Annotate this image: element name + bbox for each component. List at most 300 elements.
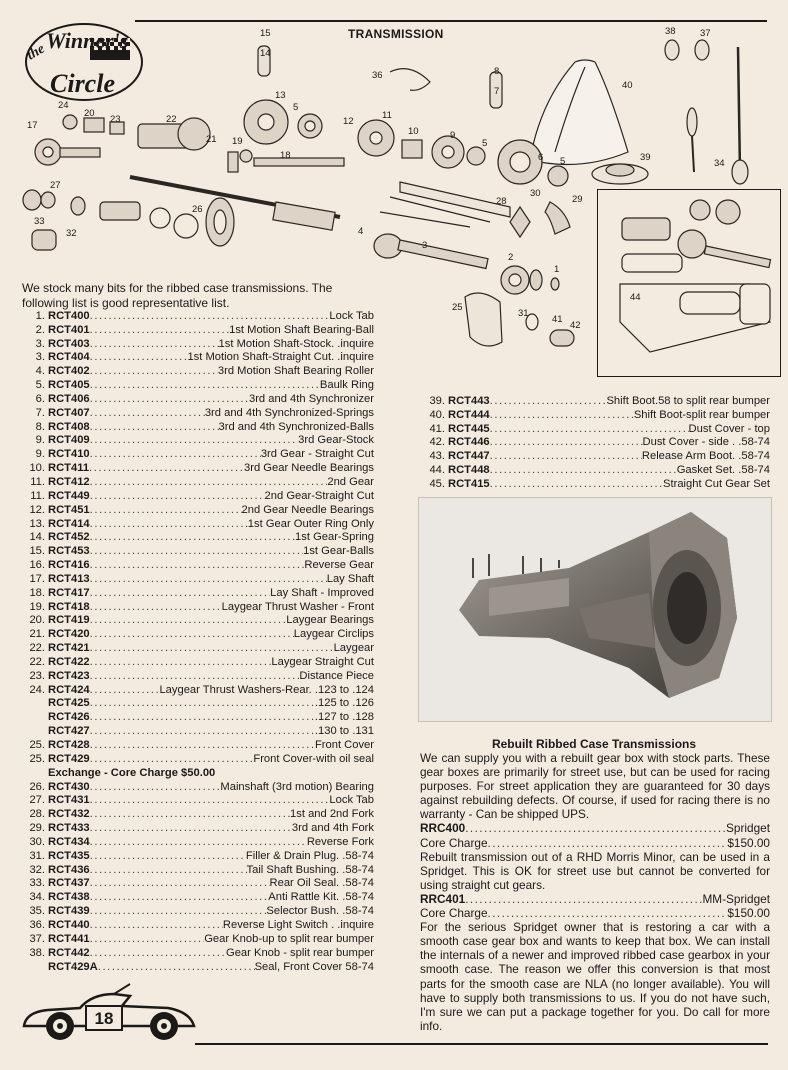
- part-row: [418, 394, 770, 408]
- part-number: 2.: [35, 323, 45, 336]
- svg-text:9: 9: [450, 130, 456, 141]
- dot-leader: [89, 462, 244, 475]
- part-code: RCT432: [48, 808, 90, 821]
- part-code: RCT407: [48, 406, 90, 419]
- part-row: [18, 517, 374, 531]
- svg-text:5: 5: [482, 138, 488, 149]
- part-row: [18, 475, 374, 489]
- part-description: 1st Motion Shaft Bearing-Ball: [229, 323, 374, 336]
- dot-leader: [488, 906, 728, 920]
- part-number: 4.: [35, 365, 45, 378]
- part-row: [18, 932, 374, 946]
- part-number: 37.: [29, 932, 45, 945]
- part-row: [18, 863, 374, 877]
- part-description: Gear Knob - split rear bumper: [226, 946, 374, 959]
- part-code: RCT448: [448, 464, 490, 477]
- part-description: Selector Bush. .58-74: [266, 905, 374, 918]
- gear-lever-drawing: [738, 47, 740, 172]
- dot-leader: [90, 601, 222, 614]
- svg-text:22: 22: [166, 114, 177, 125]
- part-number: 26.: [29, 780, 45, 793]
- rebuilt-paragraph-3: For the serious Spridget owner that is restoring a car with a smooth case gear box and wants to keep that box. We can install the internals of a newer and improved ribbed case gearbox in your smooth case. The reason we offer this conversion is that most parts for the smooth case are NLA (no longer available). You will have to supply both transmissions to us. If you do not have such, I'm sure we can put a package together for you. Do call for more info.: [420, 920, 770, 1033]
- part-code: RCT429: [48, 752, 90, 765]
- svg-text:8: 8: [494, 66, 500, 77]
- part-row: [418, 477, 770, 491]
- part-description: Laygear Straight Cut: [271, 655, 374, 668]
- first-motion-shaft-drawing: [374, 234, 559, 294]
- part-description: Mainshaft (3rd motion) Bearing: [220, 780, 374, 793]
- part-number: 38.: [29, 946, 45, 959]
- dot-leader: [90, 877, 270, 890]
- part-description: Laygear Circlips: [293, 628, 374, 641]
- svg-text:33: 33: [34, 216, 45, 227]
- part-row: [18, 794, 374, 808]
- parts-list-right: [418, 394, 770, 491]
- rebuilt-core-charge-2: [420, 906, 770, 920]
- part-code: RCT444: [448, 408, 490, 421]
- part-description: Front Cover-with oil seal: [253, 752, 374, 765]
- part-description: Reverse Gear: [304, 559, 374, 572]
- part-number: 1.: [35, 309, 45, 322]
- part-number: 29.: [29, 822, 45, 835]
- part-code: RCT408: [48, 420, 90, 433]
- part-description: 3rd Gear - Straight Cut: [260, 448, 374, 461]
- part-row: [18, 572, 374, 586]
- dot-leader: [90, 351, 188, 364]
- part-row: [18, 489, 374, 503]
- part-row: [18, 378, 374, 392]
- part-number: 19.: [29, 600, 45, 613]
- svg-text:24: 24: [58, 100, 69, 111]
- svg-text:7: 7: [494, 86, 500, 97]
- svg-text:40: 40: [622, 80, 633, 91]
- svg-text:37: 37: [700, 28, 711, 39]
- dot-leader: [90, 850, 246, 863]
- part-number: 11.: [30, 489, 45, 502]
- svg-text:11: 11: [382, 110, 392, 121]
- part-code: RCT418: [48, 600, 90, 613]
- part-description: Laygear: [333, 642, 374, 655]
- svg-text:41: 41: [552, 314, 563, 325]
- part-code: RCT452: [48, 531, 90, 544]
- part-number: 44.: [429, 464, 445, 477]
- dot-leader: [90, 559, 305, 572]
- part-description: 3rd and 4th Synchronized-Balls: [218, 420, 374, 433]
- part-row: [418, 449, 770, 463]
- svg-text:21: 21: [206, 134, 217, 145]
- dot-leader: [90, 891, 269, 904]
- part-description: Shift Boot-split rear bumper: [633, 408, 770, 421]
- core-charge-price: $150.00: [727, 835, 770, 850]
- part-code: RCT435: [48, 849, 90, 862]
- part-description: Dust Cover - side . .58-74: [642, 436, 770, 449]
- part-row: [18, 392, 374, 406]
- part-code: RCT404: [48, 351, 90, 364]
- svg-text:42: 42: [570, 320, 581, 331]
- dot-leader: [90, 393, 249, 406]
- part-code: RCT420: [48, 628, 90, 641]
- part-number: 30.: [29, 835, 45, 848]
- part-code: RCT426: [48, 711, 90, 724]
- sprite-car-icon: [18, 982, 198, 1044]
- dot-leader: [90, 670, 300, 683]
- dot-leader: [90, 587, 270, 600]
- part-description: Tail Shaft Bushing. .58-74: [246, 863, 374, 876]
- part-description: Front Cover: [314, 739, 374, 751]
- svg-text:17: 17: [27, 120, 38, 131]
- svg-text:23: 23: [110, 114, 121, 125]
- dot-leader: [90, 490, 265, 503]
- part-description: Anti Rattle Kit. .58-74: [268, 891, 374, 904]
- part-row: [18, 558, 374, 572]
- svg-text:5: 5: [560, 156, 566, 167]
- dot-leader: [90, 628, 294, 641]
- part-description: Gasket Set. .58-74: [676, 464, 770, 477]
- part-code: RCT424: [48, 683, 90, 696]
- part-description: 3rd and 4th Synchronizer: [248, 392, 374, 405]
- svg-text:34: 34: [714, 158, 725, 169]
- bottom-rule: [195, 1043, 768, 1045]
- part-code: RCT406: [48, 392, 90, 405]
- part-row: [18, 406, 374, 420]
- part-number: 32.: [29, 863, 45, 876]
- rebuilt-paragraph-2: Rebuilt transmission out of a RHD Morris Minor, can be used in a Spridget. This is OK for street use but cannot be converted for using straight cut gears.: [420, 849, 770, 892]
- part-number: 22.: [29, 642, 45, 655]
- section-title: TRANSMISSION: [348, 27, 444, 41]
- part-row: [418, 408, 770, 422]
- dot-leader: [90, 947, 226, 960]
- dot-leader: [90, 448, 261, 461]
- part-number: 45.: [429, 477, 445, 490]
- part-number: 16.: [29, 559, 45, 572]
- dot-leader: [90, 933, 205, 946]
- part-description: Laygear Bearings: [286, 614, 374, 627]
- part-code: RCT410: [48, 448, 90, 461]
- svg-text:5: 5: [293, 102, 299, 113]
- svg-text:15: 15: [260, 28, 271, 39]
- part-row: [18, 655, 374, 669]
- dot-leader: [90, 531, 295, 544]
- part-row: [18, 807, 374, 821]
- part-code: RCT419: [48, 614, 90, 627]
- svg-text:12: 12: [343, 116, 354, 127]
- part-number: 9.: [35, 448, 45, 461]
- svg-text:26: 26: [192, 204, 203, 215]
- part-row: [18, 946, 374, 960]
- part-number: 3.: [35, 351, 45, 364]
- part-description: .127 to .128: [314, 711, 374, 724]
- part-code: RCT443: [448, 394, 490, 407]
- svg-text:Winner's: Winner's: [46, 28, 129, 53]
- part-description: Straight Cut Gear Set: [663, 477, 770, 490]
- svg-text:3: 3: [422, 240, 428, 251]
- svg-text:6: 6: [538, 152, 544, 163]
- part-description: Distance Piece: [299, 669, 374, 682]
- dot-leader: [90, 753, 254, 766]
- dot-leader: [90, 684, 160, 697]
- dot-leader: [465, 892, 702, 906]
- part-code: RCT429A: [48, 960, 98, 973]
- dot-leader: [90, 365, 218, 378]
- part-description: 2nd Gear-Straight Cut: [264, 489, 374, 502]
- svg-text:31: 31: [518, 308, 529, 319]
- part-row: [18, 364, 374, 378]
- item-desc: MM-Spridget: [702, 891, 770, 906]
- part-row: [18, 890, 374, 904]
- part-code: RCT433: [48, 822, 90, 835]
- part-code: RCT414: [48, 517, 90, 530]
- part-number: 43.: [429, 450, 445, 463]
- part-description: Reverse Light Switch . .inquire: [222, 918, 374, 931]
- svg-text:36: 36: [372, 70, 383, 81]
- part-description: .130 to .131: [314, 725, 374, 738]
- part-row: [18, 960, 374, 974]
- part-description: Shift Boot.58 to split rear bumper: [606, 394, 770, 407]
- part-row: [18, 918, 374, 932]
- svg-text:32: 32: [66, 228, 77, 239]
- gearbox-photo: [418, 497, 772, 722]
- dot-leader: [90, 725, 315, 738]
- part-number: 34.: [29, 891, 45, 904]
- svg-text:13: 13: [275, 90, 286, 101]
- part-code: RCT445: [448, 422, 490, 435]
- dot-leader: [90, 711, 315, 724]
- part-number: 42.: [429, 436, 445, 449]
- part-code: RCT434: [48, 835, 90, 848]
- svg-text:25: 25: [452, 302, 463, 313]
- dot-leader: [490, 464, 677, 477]
- part-description: 1st Gear-Spring: [295, 531, 374, 544]
- dot-leader: [90, 794, 330, 807]
- svg-text:14: 14: [260, 48, 271, 59]
- part-code: RCT442: [48, 946, 90, 959]
- part-description: 2nd Gear Needle Bearings: [241, 503, 374, 516]
- dot-leader: [90, 504, 242, 517]
- rebuilt-item-rrc401: [420, 892, 770, 906]
- part-number: 33.: [29, 877, 45, 890]
- dot-leader: [90, 864, 247, 877]
- part-description: 1st Gear Outer Ring Only: [247, 517, 374, 530]
- part-code: RCT437: [48, 877, 90, 890]
- part-number: 12.: [29, 503, 45, 516]
- part-code: RCT403: [48, 337, 90, 350]
- dot-leader: [90, 518, 248, 531]
- part-number: 8.: [35, 420, 45, 433]
- part-number: 3.: [35, 337, 45, 350]
- svg-text:30: 30: [530, 188, 541, 199]
- part-number: 10.: [29, 462, 45, 475]
- svg-text:39: 39: [640, 152, 651, 163]
- svg-text:18: 18: [280, 150, 291, 161]
- rebuilt-item-rrc400: [420, 821, 770, 835]
- svg-text:20: 20: [84, 108, 95, 119]
- part-description: 3rd Motion Shaft Bearing Roller: [217, 365, 374, 378]
- part-description: 3rd Gear-Stock: [298, 434, 374, 447]
- part-row: [418, 422, 770, 436]
- part-code: RCT451: [48, 503, 90, 516]
- part-code: RCT438: [48, 891, 90, 904]
- part-description: 1st and 2nd Fork: [290, 808, 374, 821]
- part-row: [18, 710, 374, 724]
- part-code: RCT440: [48, 918, 90, 931]
- dot-leader: [90, 739, 315, 752]
- part-description: Release Arm Boot. .58-74: [641, 450, 770, 463]
- dot-leader: [465, 821, 726, 835]
- part-row: [18, 586, 374, 600]
- svg-text:1: 1: [554, 264, 560, 275]
- part-code: RCT411: [48, 462, 90, 475]
- rebuilt-section: [420, 751, 770, 1033]
- part-description: Reverse Fork: [306, 835, 374, 848]
- svg-text:27: 27: [50, 180, 61, 191]
- part-row: [18, 738, 374, 752]
- part-row: [18, 614, 374, 628]
- exchange-note: Exchange - Core Charge $50.00: [48, 766, 216, 779]
- dot-leader: [90, 573, 327, 586]
- part-row: [18, 323, 374, 337]
- part-code: RCT413: [48, 572, 90, 585]
- dot-leader: [90, 338, 219, 351]
- part-row: [18, 351, 374, 365]
- parts-list-left: [18, 309, 374, 974]
- part-row: [418, 463, 770, 477]
- selector-forks-drawing: [380, 182, 510, 227]
- part-row: [18, 752, 374, 766]
- svg-text:19: 19: [232, 136, 243, 147]
- part-number: 13.: [29, 517, 45, 530]
- core-charge-price: $150.00: [727, 906, 770, 921]
- rebuilt-paragraph-1: We can supply you with a rebuilt gear box with stock parts. These gear boxes are primarily for street use, but can be used for racing purposes. For street application they are guaranteed for 30 days against rebuilding defects. Of course, if used for racing there is no warranty - Can be shipped UPS.: [420, 751, 770, 822]
- part-code: RCT422: [48, 655, 90, 668]
- part-number: 17.: [29, 572, 45, 585]
- part-code: RCT439: [48, 905, 90, 918]
- part-row: [18, 600, 374, 614]
- part-row: [18, 697, 374, 711]
- core-charge-label: Core Charge: [420, 835, 488, 850]
- part-code: RCT423: [48, 669, 90, 682]
- svg-text:28: 28: [496, 196, 507, 207]
- front-cover-drawing: [465, 293, 502, 346]
- part-code: RCT421: [48, 642, 90, 655]
- part-row: [18, 669, 374, 683]
- part-description: 3rd and 4th Synchronized-Springs: [204, 406, 374, 419]
- part-row: [18, 420, 374, 434]
- part-number: 35.: [29, 905, 45, 918]
- part-row: [18, 447, 374, 461]
- part-code: RCT412: [48, 475, 90, 488]
- part-description: Lay Shaft - Improved: [270, 586, 374, 599]
- part-description: Rear Oil Seal. .58-74: [269, 877, 374, 890]
- part-row: [18, 503, 374, 517]
- part-number: 21.: [29, 628, 45, 641]
- gear-cluster-drawing: [35, 100, 568, 186]
- part-code: RCT431: [48, 794, 90, 807]
- part-code: RCT436: [48, 863, 90, 876]
- dot-leader: [90, 407, 205, 420]
- part-description: Filler & Drain Plug. .58-74: [245, 849, 374, 862]
- dot-leader: [90, 822, 292, 835]
- svg-text:38: 38: [665, 26, 676, 37]
- part-code: RCT427: [48, 725, 90, 738]
- item-code: RRC401: [420, 891, 466, 906]
- dot-leader: [90, 476, 328, 489]
- svg-text:29: 29: [572, 194, 583, 205]
- rebuilt-section-title: Rebuilt Ribbed Case Transmissions: [491, 737, 697, 751]
- part-description: Laygear Thrust Washers-Rear. .123 to .124: [159, 683, 374, 696]
- part-code: RCT405: [48, 379, 90, 392]
- part-number: 5.: [35, 379, 45, 392]
- part-number: 25.: [29, 752, 45, 765]
- part-description: Dust Cover - top: [688, 422, 770, 435]
- part-number: 22.: [29, 655, 45, 668]
- part-row: [18, 461, 374, 475]
- part-row: [18, 766, 374, 780]
- part-row: [18, 724, 374, 738]
- part-row: [18, 780, 374, 794]
- part-code: RCT453: [48, 545, 90, 558]
- part-number: 20.: [29, 614, 45, 627]
- intro-text: We stock many bits for the ribbed case transmissions. The following list is good representative list.: [22, 281, 333, 310]
- rebuilt-core-charge-1: [420, 836, 770, 850]
- dot-leader: [90, 808, 290, 821]
- dot-leader: [90, 545, 303, 558]
- part-row: [18, 835, 374, 849]
- dot-leader: [490, 450, 642, 463]
- part-number: 14.: [29, 531, 45, 544]
- part-number: 40.: [429, 408, 445, 421]
- svg-text:4: 4: [358, 226, 364, 237]
- part-code: RCT425: [48, 697, 90, 710]
- dot-leader: [488, 836, 728, 850]
- dot-leader: [490, 395, 607, 408]
- part-description: 1st Motion Shaft-Straight Cut. .inquire: [187, 351, 374, 364]
- part-row: [18, 627, 374, 641]
- item-desc: Spridget: [726, 821, 770, 836]
- part-number: 23.: [29, 669, 45, 682]
- part-row: [18, 434, 374, 448]
- dot-leader: [90, 324, 229, 337]
- svg-text:Circle: Circle: [50, 69, 115, 98]
- part-code: RCT409: [48, 434, 90, 447]
- svg-text:10: 10: [408, 126, 419, 137]
- part-description: Seal, Front Cover 58-74: [254, 960, 374, 973]
- part-row: [418, 436, 770, 450]
- part-row: [18, 531, 374, 545]
- part-description: 3rd and 4th Fork: [291, 822, 374, 835]
- part-number: 39.: [429, 394, 445, 407]
- shift-boot-drawing: [530, 60, 628, 165]
- part-row: [18, 877, 374, 891]
- part-description: Lay Shaft: [326, 572, 374, 585]
- dot-leader: [90, 836, 307, 849]
- part-code: RCT447: [448, 450, 490, 463]
- dot-leader: [490, 436, 643, 449]
- part-number: 28.: [29, 808, 45, 821]
- dot-leader: [490, 423, 689, 436]
- dot-leader: [90, 642, 334, 655]
- part-number: 41.: [429, 422, 445, 435]
- part-row: [18, 683, 374, 697]
- svg-text:44: 44: [630, 292, 641, 303]
- part-row: [18, 309, 374, 323]
- part-code: RCT449: [48, 489, 90, 502]
- part-number: 6.: [35, 392, 45, 405]
- part-code: RCT417: [48, 586, 90, 599]
- dot-leader: [90, 656, 272, 669]
- part-row: [18, 821, 374, 835]
- part-code: RCT401: [48, 323, 90, 336]
- dot-leader: [90, 697, 315, 710]
